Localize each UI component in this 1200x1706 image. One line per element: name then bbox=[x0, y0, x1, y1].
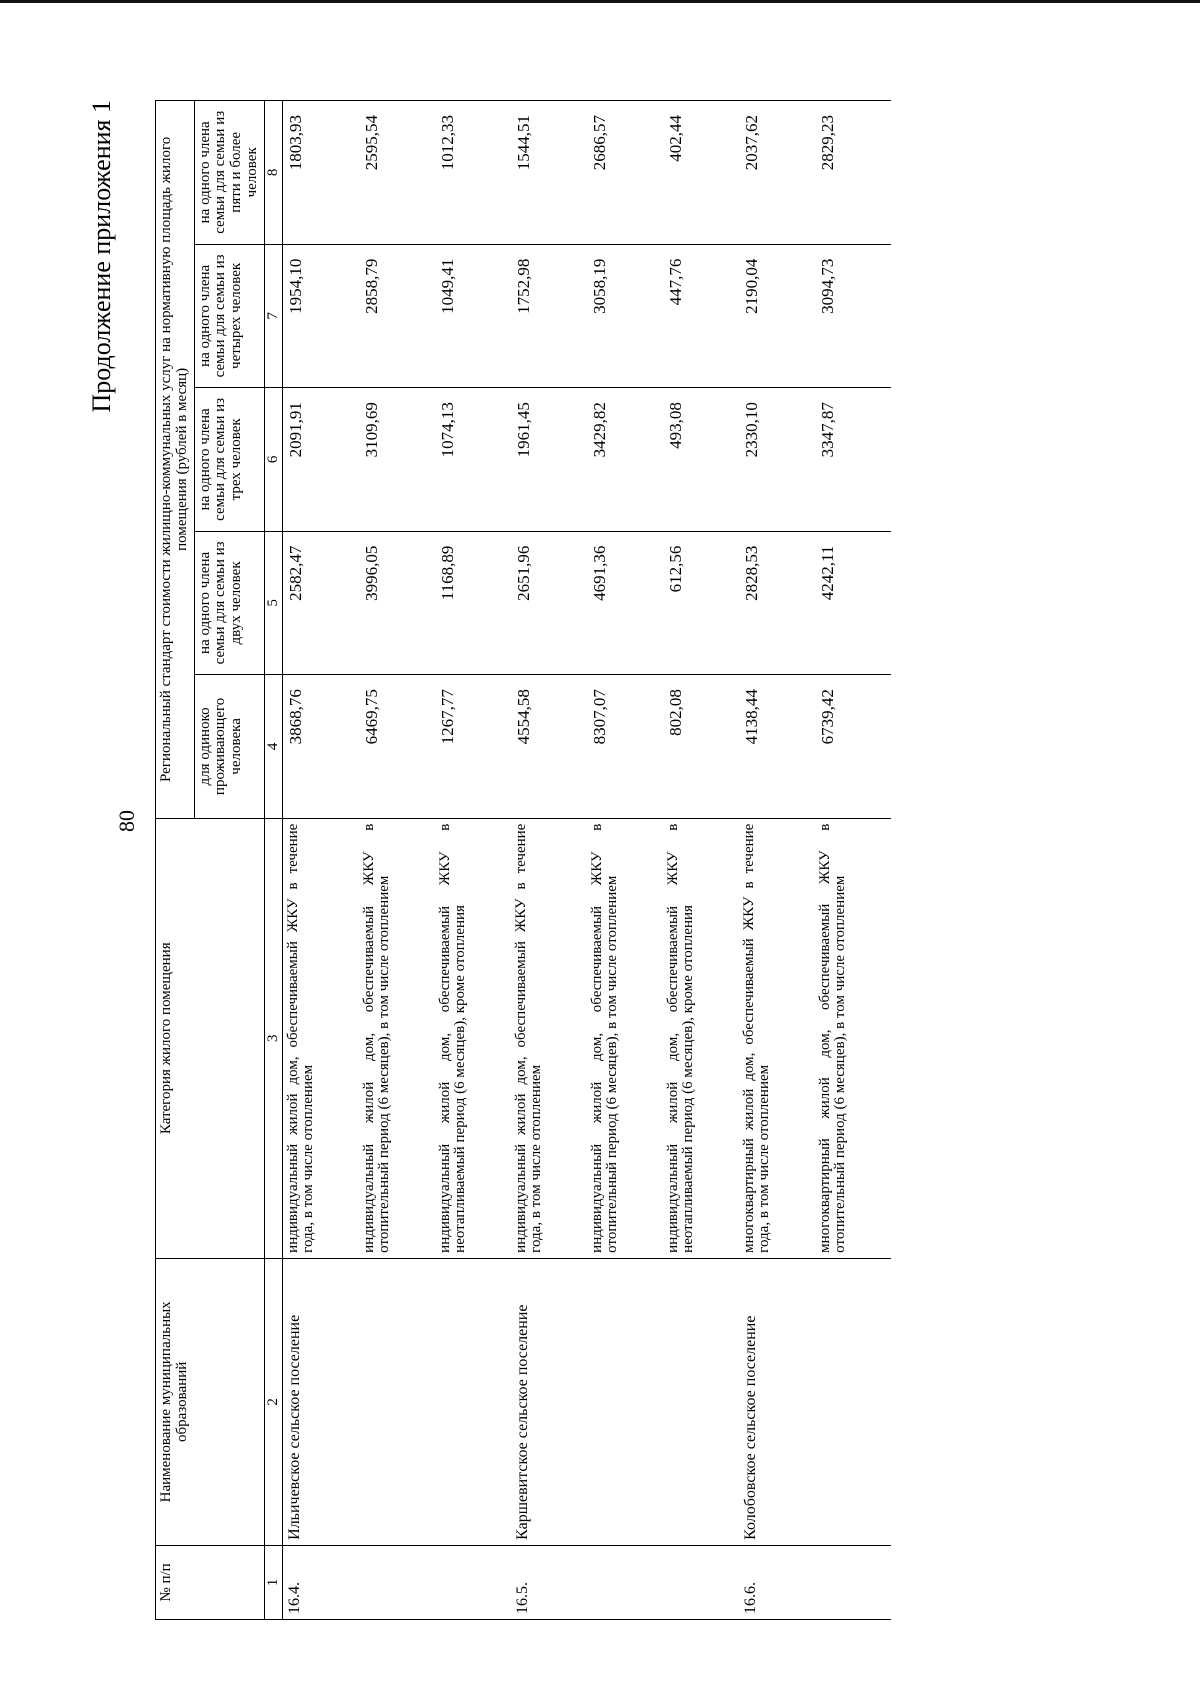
row-code: 16.5. bbox=[511, 1545, 587, 1619]
row-municipality bbox=[359, 1258, 435, 1545]
row-value: 3094,73 bbox=[815, 244, 891, 388]
row-value: 2829,23 bbox=[815, 101, 891, 245]
row-municipality bbox=[815, 1258, 891, 1545]
row-value: 2330,10 bbox=[739, 388, 815, 532]
header-family-of-five: на одного члена семьи для семьи из пяти и более человек bbox=[194, 101, 264, 245]
header-municipality: Наименование муниципальных образований bbox=[156, 1258, 265, 1545]
appendix-title: Продолжение приложения 1 bbox=[87, 100, 116, 413]
row-value: 2686,57 bbox=[587, 101, 663, 245]
row-value: 3996,05 bbox=[359, 531, 435, 675]
table-row bbox=[359, 101, 435, 1620]
row-municipality: Колобовское сельское поселение bbox=[739, 1258, 815, 1545]
row-code bbox=[587, 1545, 663, 1619]
row-value: 1803,93 bbox=[282, 101, 359, 245]
row-value: 447,76 bbox=[663, 244, 739, 388]
row-value: 4138,44 bbox=[739, 675, 815, 819]
row-value: 4691,36 bbox=[587, 531, 663, 675]
row-category: индивидуальный жилой дом, обеспечиваемый ЖКУ в отопительный период (6 месяцев), в том числе отоплением bbox=[359, 818, 435, 1258]
column-number: 4 bbox=[264, 675, 282, 819]
row-value: 3058,19 bbox=[587, 244, 663, 388]
row-value: 1961,45 bbox=[511, 388, 587, 532]
row-value: 1168,89 bbox=[435, 531, 511, 675]
row-code bbox=[815, 1545, 891, 1619]
header-family-of-four: на одного члена семьи для семьи из четырех человек bbox=[194, 244, 264, 388]
row-value: 3868,76 bbox=[282, 675, 359, 819]
row-value: 1267,77 bbox=[435, 675, 511, 819]
page-number: 80 bbox=[114, 810, 139, 832]
table-body bbox=[282, 101, 891, 1620]
row-category: многоквартирный жилой дом, обеспечиваемый ЖКУ в течение года, в том числе отоплением bbox=[739, 818, 815, 1258]
row-code bbox=[435, 1545, 511, 1619]
row-value: 4242,11 bbox=[815, 531, 891, 675]
row-category: индивидуальный жилой дом, обеспечиваемый ЖКУ в неотапливаемый период (6 месяцев), кроме отопления bbox=[435, 818, 511, 1258]
row-value: 3429,82 bbox=[587, 388, 663, 532]
row-value: 2582,47 bbox=[282, 531, 359, 675]
row-value: 4554,58 bbox=[511, 675, 587, 819]
header-single-person: для одиноко проживающего человека bbox=[194, 675, 264, 819]
header-number: № п/п bbox=[156, 1545, 265, 1619]
row-value: 802,08 bbox=[663, 675, 739, 819]
row-value: 1752,98 bbox=[511, 244, 587, 388]
row-municipality bbox=[663, 1258, 739, 1545]
row-value: 8307,07 bbox=[587, 675, 663, 819]
row-value: 6469,75 bbox=[359, 675, 435, 819]
row-category: индивидуальный жилой дом, обеспечиваемый ЖКУ в течение года, в том числе отоплением bbox=[282, 818, 359, 1258]
row-category: индивидуальный жилой дом, обеспечиваемый ЖКУ в отопительный период (6 месяцев), в том числе отоплением bbox=[587, 818, 663, 1258]
row-value: 2595,54 bbox=[359, 101, 435, 245]
row-code bbox=[663, 1545, 739, 1619]
column-number: 2 bbox=[264, 1258, 282, 1545]
row-value: 1954,10 bbox=[282, 244, 359, 388]
row-municipality: Ильичевское сельское поселение bbox=[282, 1258, 359, 1545]
row-municipality: Каршевитское сельское поселение bbox=[511, 1258, 587, 1545]
row-value: 2828,53 bbox=[739, 531, 815, 675]
row-value: 1544,51 bbox=[511, 101, 587, 245]
row-value: 3347,87 bbox=[815, 388, 891, 532]
row-category: индивидуальный жилой дом, обеспечиваемый ЖКУ в неотапливаемый период (6 месяцев), кроме отопления bbox=[663, 818, 739, 1258]
top-rule bbox=[0, 0, 1200, 3]
header-regional-standard: Региональный стандарт стоимости жилищно-коммунальных услуг на нормативную площадь жилого помещения (рублей в месяц) bbox=[156, 101, 195, 819]
column-number: 8 bbox=[264, 101, 282, 245]
row-value: 1012,33 bbox=[435, 101, 511, 245]
table-row bbox=[815, 101, 891, 1620]
row-value: 2091,91 bbox=[282, 388, 359, 532]
row-value: 6739,42 bbox=[815, 675, 891, 819]
row-value: 1074,13 bbox=[435, 388, 511, 532]
table-row bbox=[435, 101, 511, 1620]
rotated-sheet bbox=[87, 100, 1015, 1620]
header-family-of-two: на одного члена семьи для семьи из двух человек bbox=[194, 531, 264, 675]
row-value: 1049,41 bbox=[435, 244, 511, 388]
row-code bbox=[359, 1545, 435, 1619]
column-number-row bbox=[264, 101, 282, 1620]
row-code: 16.6. bbox=[739, 1545, 815, 1619]
column-number: 6 bbox=[264, 388, 282, 532]
row-value: 493,08 bbox=[663, 388, 739, 532]
column-number: 1 bbox=[264, 1545, 282, 1619]
column-number: 7 bbox=[264, 244, 282, 388]
row-municipality bbox=[435, 1258, 511, 1545]
row-municipality bbox=[587, 1258, 663, 1545]
row-code: 16.4. bbox=[282, 1545, 359, 1619]
housing-cost-table bbox=[155, 100, 891, 1620]
row-category: индивидуальный жилой дом, обеспечиваемый ЖКУ в течение года, в том числе отоплением bbox=[511, 818, 587, 1258]
row-category: многоквартирный жилой дом, обеспечиваемый ЖКУ в отопительный период (6 месяцев), в том числе отоплением bbox=[815, 818, 891, 1258]
table-row bbox=[511, 101, 587, 1620]
table-row bbox=[739, 101, 815, 1620]
column-number: 5 bbox=[264, 531, 282, 675]
table-row bbox=[587, 101, 663, 1620]
row-value: 2190,04 bbox=[739, 244, 815, 388]
row-value: 402,44 bbox=[663, 101, 739, 245]
row-value: 2651,96 bbox=[511, 531, 587, 675]
row-value: 3109,69 bbox=[359, 388, 435, 532]
row-value: 2858,79 bbox=[359, 244, 435, 388]
table-row bbox=[663, 101, 739, 1620]
header-family-of-three: на одного члена семьи для семьи из трех человек bbox=[194, 388, 264, 532]
column-number: 3 bbox=[264, 818, 282, 1258]
table-row bbox=[282, 101, 359, 1620]
header-category: Категория жилого помещения bbox=[156, 818, 265, 1258]
row-value: 612,56 bbox=[663, 531, 739, 675]
row-value: 2037,62 bbox=[739, 101, 815, 245]
